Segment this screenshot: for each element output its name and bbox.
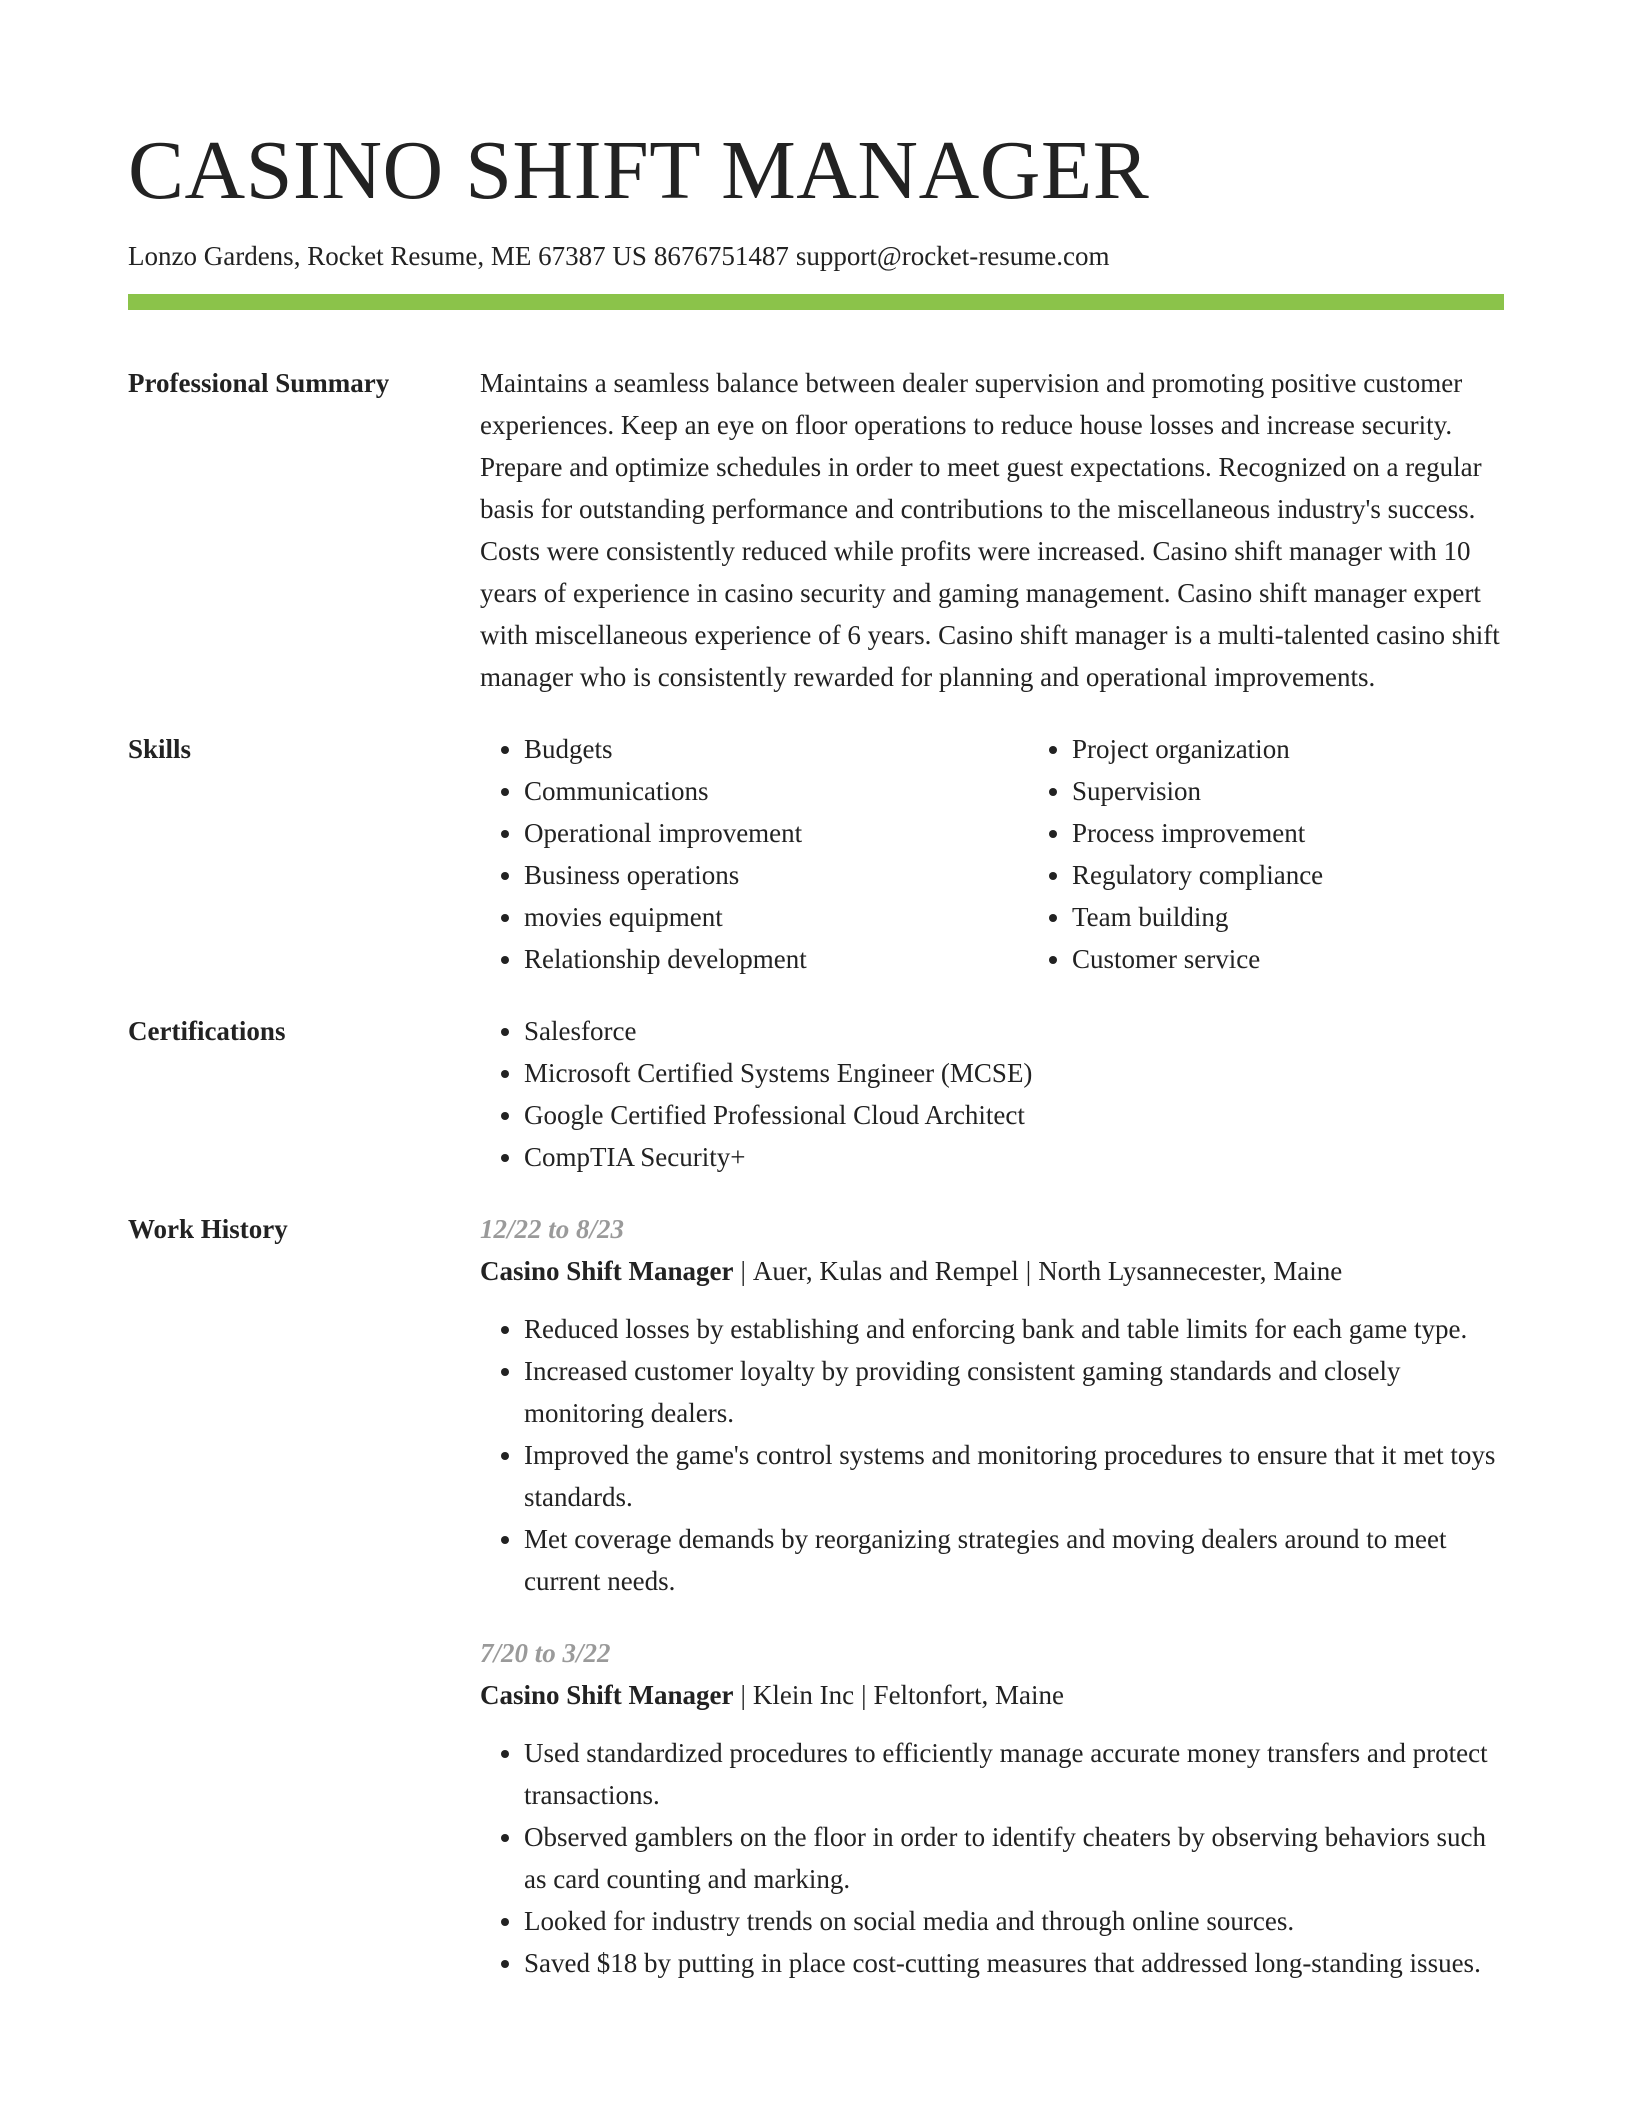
section-body <box>480 1010 1504 1178</box>
skill-item: • Relationship development <box>524 938 1028 980</box>
summary-text: Maintains a seamless balance between dealer supervision and promoting positive customer experiences. Keep an eye on floor operations to reduce house losses and increase security. Prepare and optimize schedules in order to meet guest expectations. Recognized on a regular basis for outstanding performance and contributions to the miscellaneous industry's success. Costs were consistently reduced while profits were increased. Casino shift manager with 10 years of experience in casino security and gaming management. Casino shift manager expert with miscellaneous experience of 6 years. Casino shift manager is a multi-talented casino shift manager who is consistently rewarded for planning and operational improvements. <box>480 368 1500 692</box>
skill-item: • Business operations <box>524 854 1028 896</box>
job-bullet: • Improved the game's control systems and monitoring procedures to ensure that it met toys standards. <box>524 1434 1504 1518</box>
job-bullets <box>480 1732 1504 1984</box>
contact-email: support@rocket-resume.com <box>795 241 1110 271</box>
section-title: Professional Summary <box>128 368 390 398</box>
skills-columns <box>480 728 1576 980</box>
job-bullet: • Met coverage demands by reorganizing strategies and moving dealers around to meet current needs. <box>524 1518 1504 1602</box>
contact-line <box>128 238 1504 274</box>
job-heading <box>480 1674 1504 1716</box>
section-title: Skills <box>128 734 192 764</box>
section-certifications <box>128 1010 1504 1178</box>
skill-item: • Communications <box>524 770 1028 812</box>
skill-item: • movies equipment <box>524 896 1028 938</box>
job-company: Auer, Kulas and Rempel <box>752 1256 1019 1286</box>
job-location: North Lysannecester, Maine <box>1038 1256 1343 1286</box>
skills-list-right <box>1028 728 1576 980</box>
job-location: Feltonfort, Maine <box>873 1680 1065 1710</box>
skill-item: • Budgets <box>524 728 1028 770</box>
section-title: Work History <box>128 1214 288 1244</box>
certification-item: • Salesforce <box>524 1010 1504 1052</box>
section-body <box>480 362 1504 698</box>
job-bullet: • Saved $18 by putting in place cost-cutting measures that addressed long-standing issues. <box>524 1942 1504 1984</box>
job-bullets <box>480 1308 1504 1602</box>
job-company: Klein Inc <box>752 1680 855 1710</box>
job-dates: 7/20 to 3/22 <box>480 1638 611 1668</box>
section-body <box>480 1208 1504 1984</box>
skill-item: • Regulatory compliance <box>1072 854 1576 896</box>
certifications-list <box>480 1010 1504 1178</box>
job-dates: 12/22 to 8/23 <box>480 1214 625 1244</box>
skill-item: • Team building <box>1072 896 1576 938</box>
contact-address: Lonzo Gardens, Rocket Resume, ME 67387 US <box>128 241 647 271</box>
job-separator: | <box>1025 1256 1032 1286</box>
job-separator: | <box>861 1680 867 1710</box>
skill-item: • Process improvement <box>1072 812 1576 854</box>
job-bullet: • Increased customer loyalty by providing consistent gaming standards and closely monitoring dealers. <box>524 1350 1504 1434</box>
job-title: Casino Shift Manager <box>480 1680 734 1710</box>
job-heading <box>480 1250 1504 1292</box>
skill-item: • Supervision <box>1072 770 1576 812</box>
contact-phone: 8676751487 <box>653 241 789 271</box>
accent-divider <box>128 294 1504 310</box>
job-bullet: • Looked for industry trends on social media and through online sources. <box>524 1900 1504 1942</box>
section-work-history <box>128 1208 1504 1984</box>
job-entry <box>480 1208 1504 1602</box>
section-summary <box>128 362 1504 698</box>
section-skills <box>128 728 1504 980</box>
job-bullet: • Observed gamblers on the floor in order to identify cheaters by observing behaviors such as card counting and marking. <box>524 1816 1504 1900</box>
job-entry <box>480 1632 1504 1984</box>
certification-item: • CompTIA Security+ <box>524 1136 1504 1178</box>
section-title: Certifications <box>128 1016 286 1046</box>
job-separator: | <box>740 1680 746 1710</box>
skill-item: • Customer service <box>1072 938 1576 980</box>
certification-item: • Google Certified Professional Cloud Architect <box>524 1094 1504 1136</box>
resume-page <box>128 0 1504 1984</box>
skills-list-left <box>480 728 1028 980</box>
job-bullet: • Used standardized procedures to efficiently manage accurate money transfers and protect transactions. <box>524 1732 1504 1816</box>
skill-item: • Project organization <box>1072 728 1576 770</box>
resume-name: CASINO SHIFT MANAGER <box>128 124 1150 217</box>
skill-item: • Operational improvement <box>524 812 1028 854</box>
job-separator: | <box>740 1256 746 1286</box>
job-bullet: • Reduced losses by establishing and enforcing bank and table limits for each game type. <box>524 1308 1504 1350</box>
job-title: Casino Shift Manager <box>480 1256 734 1286</box>
certification-item: • Microsoft Certified Systems Engineer (MCSE) <box>524 1052 1504 1094</box>
